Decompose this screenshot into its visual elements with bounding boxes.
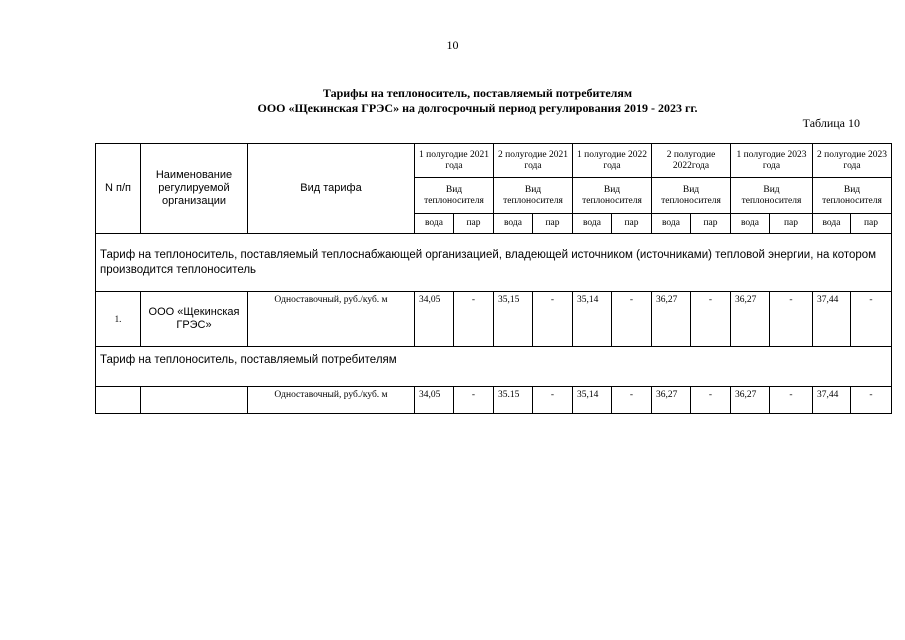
header-steam: пар [533, 214, 573, 234]
row-num: 1. [96, 292, 141, 347]
header-steam: пар [851, 214, 892, 234]
row-num [96, 387, 141, 414]
tariff-table [95, 143, 892, 414]
header-water: вода [415, 214, 454, 234]
cell-steam: - [691, 292, 731, 347]
cell-water: 35,14 [573, 292, 612, 347]
header-carrier: Вид теплоносителя [415, 178, 494, 214]
header-steam: пар [612, 214, 652, 234]
document-title [0, 86, 905, 116]
title-line-2: ООО «Щекинская ГРЭС» на долгосрочный период регулирования 2019 - 2023 гг. [257, 101, 698, 115]
cell-steam: - [691, 387, 731, 414]
cell-steam: - [533, 387, 573, 414]
section-2-heading: Тариф на теплоноситель, поставляемый потребителям [96, 347, 892, 387]
header-org: Наименование регулируемой организации [141, 144, 248, 234]
header-carrier: Вид теплоносителя [573, 178, 652, 214]
page-number: 10 [446, 38, 459, 52]
cell-steam: - [612, 387, 652, 414]
header-carrier: Вид теплоносителя [813, 178, 892, 214]
header-period: 2 полугодие 2021 года [494, 144, 573, 178]
cell-water: 35.15 [494, 387, 533, 414]
header-period: 1 полугодие 2021 года [415, 144, 494, 178]
section-1-heading: Тариф на теплоноситель, поставляемый теплоснабжающей организацией, владеющей источником (источниками) тепловой энергии, на котором производится теплоноситель [96, 234, 892, 292]
row-org [141, 387, 248, 414]
cell-steam: - [851, 292, 892, 347]
cell-steam: - [454, 292, 494, 347]
cell-water: 34,05 [415, 292, 454, 347]
cell-water: 36,27 [731, 387, 770, 414]
header-period: 2 полугодие 2023 года [813, 144, 892, 178]
header-water: вода [494, 214, 533, 234]
header-carrier: Вид теплоносителя [494, 178, 573, 214]
header-steam: пар [691, 214, 731, 234]
row-tariff-type: Одноставочный, руб./куб. м [248, 387, 415, 414]
title-line-1: Тарифы на теплоноситель, поставляемый потребителям [322, 86, 633, 100]
cell-steam: - [770, 292, 813, 347]
table-label: Таблица 10 [802, 116, 860, 130]
header-steam: пар [770, 214, 813, 234]
header-period: 1 полугодие 2022 года [573, 144, 652, 178]
header-water: вода [573, 214, 612, 234]
header-carrier: Вид теплоносителя [731, 178, 813, 214]
cell-steam: - [454, 387, 494, 414]
cell-steam: - [770, 387, 813, 414]
row-org: ООО «Щекинская ГРЭС» [141, 292, 248, 347]
cell-water: 34,05 [415, 387, 454, 414]
cell-steam: - [612, 292, 652, 347]
table-row [96, 387, 892, 414]
cell-water: 36,27 [731, 292, 770, 347]
header-num: N п/п [96, 144, 141, 234]
cell-steam: - [533, 292, 573, 347]
header-tariff-type: Вид тарифа [248, 144, 415, 234]
cell-water: 37,44 [813, 292, 851, 347]
cell-water: 36,27 [652, 387, 691, 414]
header-water: вода [813, 214, 851, 234]
header-carrier: Вид теплоносителя [652, 178, 731, 214]
cell-water: 35,14 [573, 387, 612, 414]
cell-steam: - [851, 387, 892, 414]
cell-water: 35,15 [494, 292, 533, 347]
header-water: вода [652, 214, 691, 234]
row-tariff-type: Одноставочный, руб./куб. м [248, 292, 415, 347]
header-steam: пар [454, 214, 494, 234]
header-water: вода [731, 214, 770, 234]
table-row [96, 292, 892, 347]
cell-water: 36,27 [652, 292, 691, 347]
cell-water: 37,44 [813, 387, 851, 414]
header-period: 1 полугодие 2023 года [731, 144, 813, 178]
header-period: 2 полугодие 2022года [652, 144, 731, 178]
